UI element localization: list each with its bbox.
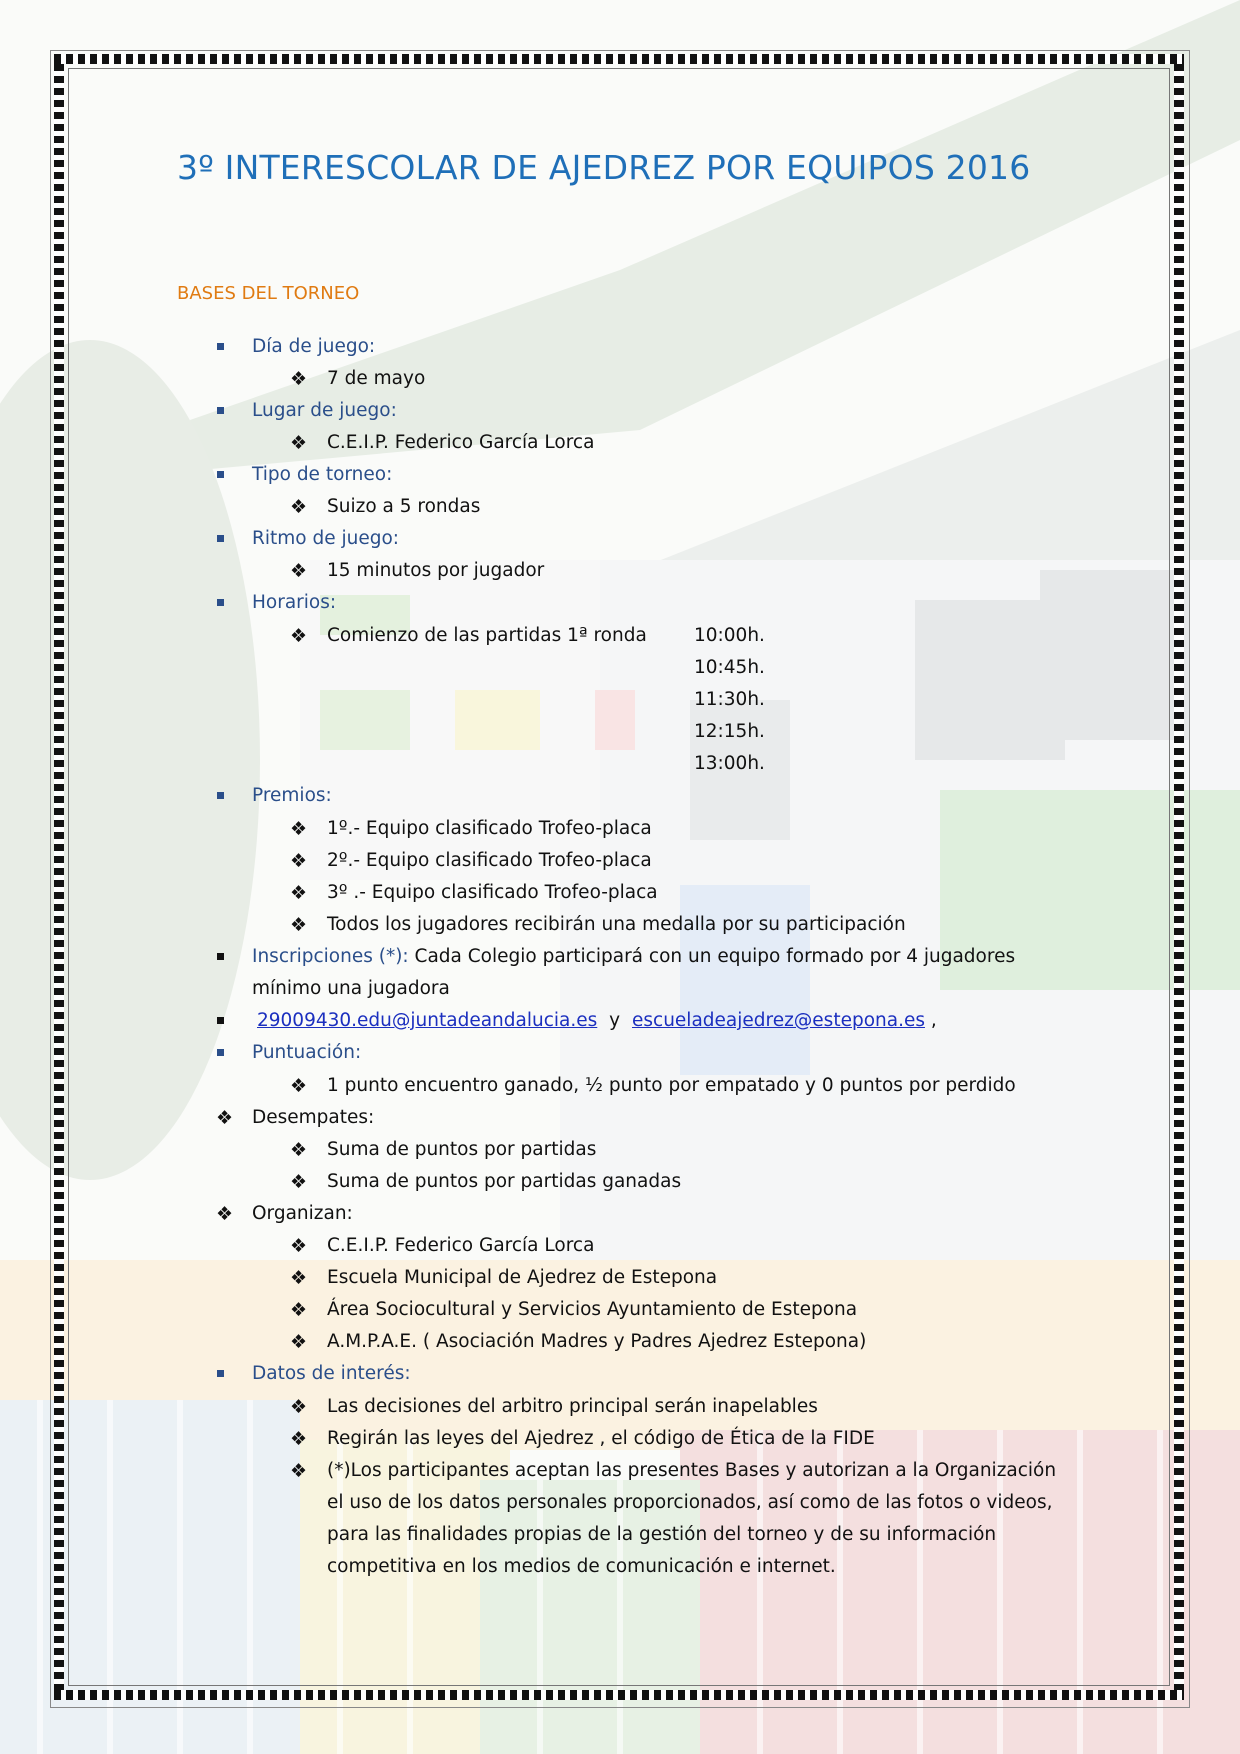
email-connector: y <box>609 1010 621 1031</box>
label-horarios: Horarios: <box>252 592 337 613</box>
diamond-bullet-icon: ❖ <box>290 625 308 647</box>
item-horarios: Comienzo de las partidas 1ª ronda <box>327 625 647 646</box>
diamond-bullet-icon: ❖ <box>290 818 308 840</box>
diamond-bullet-icon: ❖ <box>290 1171 308 1193</box>
inscripciones-line <box>252 945 1015 969</box>
item-dato-3-line-1: (*)Los participantes aceptan las presentes Bases y autorizan a la Organización <box>327 1460 1057 1481</box>
inscripciones-text: Cada Colegio participará con un equipo formado por 4 jugadores <box>414 946 1016 967</box>
diamond-bullet-icon: ❖ <box>290 432 308 454</box>
diamond-bullet-icon: ❖ <box>290 1460 308 1482</box>
square-bullet-icon <box>217 471 224 478</box>
inscripciones-text-cont: mínimo una jugadora <box>252 978 450 999</box>
item-tipo: Suizo a 5 rondas <box>327 496 481 517</box>
diamond-bullet-icon: ❖ <box>290 1299 308 1321</box>
time-round-1: 10:00h. <box>694 625 765 646</box>
diamond-bullet-icon: ❖ <box>290 1331 308 1353</box>
label-desempates: Desempates: <box>252 1107 375 1128</box>
item-organizador-1: C.E.I.P. Federico García Lorca <box>327 1235 595 1256</box>
email-link-escuela[interactable]: escueladeajedrez@estepona.es <box>632 1010 925 1031</box>
item-premio-2: 2º.- Equipo clasificado Trofeo-placa <box>327 850 652 871</box>
item-lugar: C.E.I.P. Federico García Lorca <box>327 432 595 453</box>
checker-border-left <box>54 64 64 1690</box>
time-round-2: 10:45h. <box>694 657 765 678</box>
square-bullet-icon <box>217 599 224 606</box>
square-bullet-icon <box>217 343 224 350</box>
item-dato-3-line-4: competitiva en los medios de comunicación e internet. <box>327 1556 836 1577</box>
square-bullet-icon <box>217 1049 224 1056</box>
item-desempate-1: Suma de puntos por partidas <box>327 1139 597 1160</box>
item-puntuacion: 1 punto encuentro ganado, ½ punto por empatado y 0 puntos por perdido <box>327 1075 1016 1096</box>
diamond-bullet-icon: ❖ <box>290 850 308 872</box>
diamond-bullet-icon: ❖ <box>290 1428 308 1450</box>
section-subtitle: BASES DEL TORNEO <box>177 283 360 304</box>
email-trailing: , <box>930 1010 937 1031</box>
square-bullet-icon <box>217 535 224 542</box>
item-dato-3-line-2: el uso de los datos personales proporcionados, así como de las fotos o videos, <box>327 1492 1053 1513</box>
diamond-bullet-icon: ❖ <box>290 496 308 518</box>
diamond-bullet-icon: ❖ <box>290 1235 308 1257</box>
square-bullet-icon <box>217 407 224 414</box>
diamond-bullet-icon: ❖ <box>290 882 308 904</box>
page-title: 3º INTERESCOLAR DE AJEDREZ POR EQUIPOS 2016 <box>177 148 1031 187</box>
diamond-bullet-icon: ❖ <box>290 560 308 582</box>
label-premios: Premios: <box>252 785 332 806</box>
item-dato-3-line-3: para las finalidades propias de la gestión del torneo y de su información <box>327 1524 997 1545</box>
email-line <box>257 1009 937 1033</box>
item-premio-3: 3º .- Equipo clasificado Trofeo-placa <box>327 882 658 903</box>
item-desempate-2: Suma de puntos por partidas ganadas <box>327 1171 682 1192</box>
label-lugar: Lugar de juego: <box>252 400 397 421</box>
item-ritmo: 15 minutos por jugador <box>327 560 545 581</box>
diamond-bullet-icon: ❖ <box>216 1203 234 1225</box>
time-round-3: 11:30h. <box>694 689 765 710</box>
label-datos: Datos de interés: <box>252 1363 411 1384</box>
diamond-bullet-icon: ❖ <box>290 1396 308 1418</box>
item-premio-1: 1º.- Equipo clasificado Trofeo-placa <box>327 818 652 839</box>
label-inscripciones: Inscripciones (*): <box>252 946 409 967</box>
label-puntuacion: Puntuación: <box>252 1042 362 1063</box>
checker-border-bottom <box>54 1690 1184 1700</box>
label-dia: Día de juego: <box>252 336 376 357</box>
item-dato-2: Regirán las leyes del Ajedrez , el código de Ética de la FIDE <box>327 1428 875 1449</box>
time-round-5: 13:00h. <box>694 753 765 774</box>
item-organizador-3: Área Sociocultural y Servicios Ayuntamiento de Estepona <box>327 1299 858 1320</box>
label-tipo: Tipo de torneo: <box>252 464 393 485</box>
diamond-bullet-icon: ❖ <box>216 1107 234 1129</box>
email-link-colegio[interactable]: 29009430.edu@juntadeandalucia.es <box>257 1010 598 1031</box>
item-premio-medalla: Todos los jugadores recibirán una medalla por su participación <box>327 914 906 935</box>
diamond-bullet-icon: ❖ <box>290 914 308 936</box>
label-ritmo: Ritmo de juego: <box>252 528 400 549</box>
square-bullet-icon <box>217 953 224 960</box>
checker-border-top <box>54 54 1184 64</box>
diamond-bullet-icon: ❖ <box>290 368 308 390</box>
item-organizador-4: A.M.P.A.E. ( Asociación Madres y Padres Ajedrez Estepona) <box>327 1331 867 1352</box>
label-organizan: Organizan: <box>252 1203 353 1224</box>
item-dato-1: Las decisiones del arbitro principal serán inapelables <box>327 1396 818 1417</box>
diamond-bullet-icon: ❖ <box>290 1139 308 1161</box>
square-bullet-icon <box>217 1017 224 1024</box>
square-bullet-icon <box>217 792 224 799</box>
item-organizador-2: Escuela Municipal de Ajedrez de Estepona <box>327 1267 718 1288</box>
checker-border-right <box>1174 64 1184 1690</box>
item-dia: 7 de mayo <box>327 368 426 389</box>
square-bullet-icon <box>217 1370 224 1377</box>
time-round-4: 12:15h. <box>694 721 765 742</box>
diamond-bullet-icon: ❖ <box>290 1075 308 1097</box>
diamond-bullet-icon: ❖ <box>290 1267 308 1289</box>
